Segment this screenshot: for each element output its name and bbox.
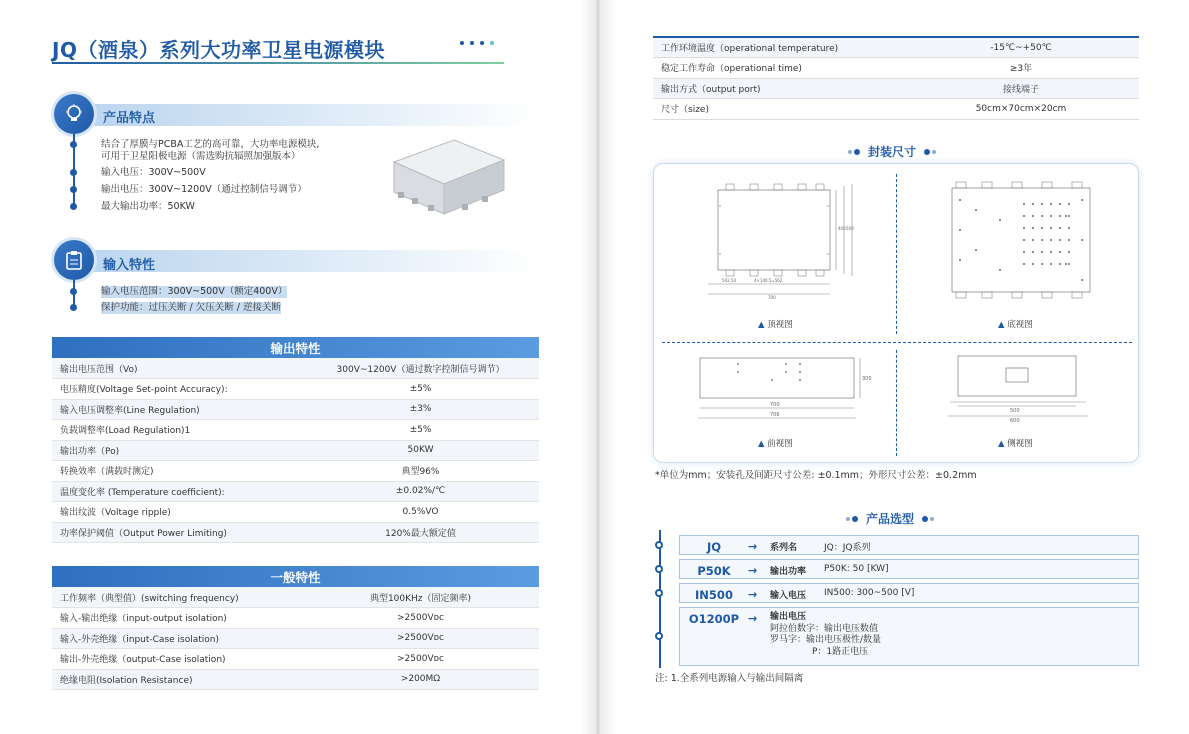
mount-hole: [1068, 239, 1070, 241]
row-label: 负载调整率(Load Regulation)1: [52, 420, 302, 441]
row-label: 输出纹波（Voltage ripple): [52, 502, 302, 523]
selection-desc: IN500: 300~500 [V]: [824, 588, 915, 598]
mount-hole: [1023, 227, 1025, 229]
row-value: >2500Vᴅᴄ: [302, 608, 539, 629]
selection-name: 输出功率: [770, 567, 807, 577]
front-view-drawing: [694, 354, 874, 428]
mount-hole: [1059, 227, 1061, 229]
mount-hole: [975, 249, 977, 251]
row-label: 电压精度(Voltage Set-point Accuracy):: [52, 379, 302, 400]
front-dim-706: 706: [770, 412, 780, 418]
selection-heading-text: 产品选型: [866, 512, 915, 526]
row-label: 温度变化率 (Temperature coefficient):: [52, 481, 302, 502]
bullet-dot: [70, 203, 77, 210]
mount-hole: [1032, 227, 1034, 229]
divider: [662, 342, 1132, 343]
row-value: ±3%: [302, 399, 539, 420]
selection-footnote: 注: 1.全系列电源输入与输出间隔离: [655, 673, 804, 684]
row-value: 典型100KHz（固定频率): [302, 587, 539, 608]
table-row: [52, 399, 539, 420]
row-value: 120%最大额定值: [302, 522, 539, 543]
row-value: -15℃~+50℃: [903, 37, 1139, 58]
selection-desc: 阿拉伯数字：输出电压数值: [770, 623, 879, 634]
mount-hole: [1032, 251, 1034, 253]
bullet-dot: [70, 141, 77, 148]
dots-decoration: [922, 516, 934, 522]
selection-code: P50K: [697, 564, 731, 578]
row-label: 输出电压范围（Vo): [52, 358, 302, 379]
row-label: 稳定工作寿命（operational time): [653, 58, 903, 79]
selection-output-desc: [770, 612, 881, 658]
bullet-dot: [70, 169, 77, 176]
row-label: 绝缘电阻(Isolation Resistance): [52, 669, 302, 690]
mount-hole: [1059, 239, 1061, 241]
page-title: JQ（酒泉）系列大功率卫星电源模块: [52, 38, 385, 62]
selection-heading: [846, 510, 934, 527]
selection-ring: [655, 589, 663, 597]
arrow-icon: →: [748, 540, 758, 553]
top-dim-542: 542.50: [722, 278, 736, 283]
top-dim-400: 400: [838, 226, 846, 231]
arrow-icon: →: [748, 564, 758, 577]
bullet-dot: [70, 304, 77, 311]
table-row: [52, 358, 539, 379]
mount-hole: [1081, 199, 1083, 201]
row-value: ±0.02%/℃: [302, 481, 539, 502]
mount-hole: [959, 229, 961, 231]
top-view-drawing: [704, 180, 874, 314]
mount-hole: [1050, 251, 1052, 253]
selection-row-output: [679, 607, 1139, 666]
lightbulb-icon: [54, 94, 94, 134]
table-row: [653, 58, 1139, 79]
divider: [896, 350, 897, 456]
arrow-icon: →: [748, 612, 758, 625]
table-row: [52, 379, 539, 400]
row-value: 300V~1200V（通过数字控制信号调节）: [302, 358, 539, 379]
dots-decoration: [846, 516, 858, 522]
feature-item: 最大输出功率：50KW: [101, 201, 195, 212]
table-row: [52, 481, 539, 502]
environment-spec-table: [653, 36, 1139, 120]
row-value: >2500Vᴅᴄ: [302, 628, 539, 649]
row-value: 0.5%VO: [302, 502, 539, 523]
table-row: [653, 37, 1139, 58]
features-heading: 产品特点: [103, 111, 156, 126]
table-row: [52, 440, 539, 461]
input-heading: 输入特性: [103, 258, 156, 273]
mount-hole: [959, 259, 961, 261]
table-row: [52, 628, 539, 649]
mount-hole: [1059, 263, 1061, 265]
mount-hole: [1032, 263, 1034, 265]
selection-timeline: [659, 530, 661, 668]
table-row: [653, 99, 1139, 120]
mount-hole: [1041, 227, 1043, 229]
mount-hole: [1081, 279, 1083, 281]
mount-hole: [1023, 239, 1025, 241]
selection-code: JQ: [706, 540, 722, 554]
row-label: 工作环境温度（operational temperature): [653, 37, 903, 58]
feature-item: 输出电压：300V~1200V（通过控制信号调节）: [101, 184, 307, 195]
mount-hole: [1050, 263, 1052, 265]
selection-desc: P：1路正电压: [812, 646, 869, 657]
mount-hole: [1041, 203, 1043, 205]
mount-hole: [999, 219, 1001, 221]
mount-hole: [1059, 251, 1061, 253]
package-heading-text: 封装尺寸: [868, 145, 917, 159]
mount-hole: [1023, 263, 1025, 265]
selection-ring: [655, 565, 663, 573]
title-underline: [52, 62, 504, 64]
mount-hole: [1068, 215, 1070, 217]
side-dim-600: 600: [1010, 418, 1020, 424]
package-drawings-box: [653, 163, 1139, 463]
selection-desc: JQ：JQ系列: [824, 543, 871, 553]
table-row: [52, 669, 539, 690]
row-value: 接线端子: [903, 78, 1139, 99]
row-label: 转换效率（满载时测定): [52, 461, 302, 482]
side-view-drawing: [944, 354, 1094, 428]
row-label: 输入-外壳绝缘（input-Case isolation): [52, 628, 302, 649]
general-table-heading: 一般特性: [52, 566, 539, 587]
mount-hole: [1050, 215, 1052, 217]
row-label: 输入-输出绝缘（input-output isolation): [52, 608, 302, 629]
selection-row-input: [679, 583, 1139, 603]
row-label: 输出功率（Po): [52, 440, 302, 461]
mount-hole: [1041, 215, 1043, 217]
table-row: [52, 461, 539, 482]
input-item: 输入电压范围：300V~500V（额定400V）: [101, 286, 288, 297]
table-row: [653, 78, 1139, 99]
mount-hole: [1050, 203, 1052, 205]
dots-decoration: [848, 149, 860, 155]
selection-name: 输出电压: [770, 612, 807, 622]
selection-name: 系列名: [770, 543, 798, 553]
selection-ring: [655, 541, 663, 549]
selection-code: IN500: [695, 588, 733, 602]
selection-code: O1200P: [688, 612, 740, 626]
front-view-label: 前视图: [767, 439, 793, 449]
row-value: 典型96%: [302, 461, 539, 482]
mount-hole: [1023, 215, 1025, 217]
row-value: >2500Vᴅᴄ: [302, 649, 539, 670]
top-view-caption: ▲ 顶视图: [758, 320, 793, 330]
row-label: 输入电压调整率(Line Regulation): [52, 399, 302, 420]
output-spec-table: [52, 358, 539, 543]
mount-hole: [1068, 227, 1070, 229]
table-row: [52, 502, 539, 523]
front-dim-300: 300: [862, 376, 872, 382]
mount-hole: [959, 199, 961, 201]
mount-hole: [1059, 203, 1061, 205]
row-value: >200MΩ: [302, 669, 539, 690]
mount-hole: [1032, 239, 1034, 241]
bottom-view-caption: ▲ 底视图: [998, 320, 1033, 330]
tolerance-note: *单位为mm；安装孔及间距尺寸公差: ±0.1mm；外形尺寸公差：±0.2mm: [655, 470, 977, 481]
input-item: 保护功能：过压关断 / 欠压关断 / 逆接关断: [101, 302, 281, 313]
clipboard-icon: [54, 240, 94, 280]
mount-hole: [1023, 251, 1025, 253]
selection-row-series: [679, 535, 1139, 555]
row-value: ≥3年: [903, 58, 1139, 79]
front-dim-700: 700: [770, 402, 780, 408]
mount-hole: [1032, 215, 1034, 217]
row-value: ±5%: [302, 379, 539, 400]
side-view-caption: ▲ 侧视图: [998, 439, 1033, 449]
selection-ring: [655, 632, 663, 640]
selection-row-power: [679, 559, 1139, 579]
mount-hole: [975, 209, 977, 211]
row-label: 尺寸（size): [653, 99, 903, 120]
table-row: [52, 608, 539, 629]
feature-item: 输入电压：300V~500V: [101, 167, 206, 178]
selection-desc: 罗马字：输出电压极性/数量: [770, 635, 882, 645]
bullet-dot: [70, 288, 77, 295]
side-view-label: 侧视图: [1007, 439, 1033, 449]
mount-hole: [1041, 251, 1043, 253]
page-gutter: [580, 0, 616, 734]
top-dim-700: 700: [768, 295, 776, 300]
row-value: 50KW: [302, 440, 539, 461]
mount-hole: [1065, 215, 1067, 217]
mount-hole: [1068, 203, 1070, 205]
title-dots-decoration: [460, 41, 494, 45]
mount-hole: [1081, 239, 1083, 241]
output-table-heading: 输出特性: [52, 337, 539, 358]
feature-item: 结合了厚膜与PCBA工艺的高可靠，大功率电源模块,: [101, 139, 320, 150]
selection-name: 输入电压: [770, 591, 807, 601]
mount-hole: [1041, 263, 1043, 265]
table-row: [52, 420, 539, 441]
mount-hole: [1068, 263, 1070, 265]
bottom-view-drawing: [946, 180, 1096, 304]
table-row: [52, 649, 539, 670]
mount-hole: [1059, 215, 1061, 217]
mount-hole: [1032, 203, 1034, 205]
table-row: [52, 587, 539, 608]
row-label: 工作频率（典型值）(switching frequency): [52, 587, 302, 608]
feature-item: 可用于卫星阳极电源（需选购抗辐照加强版本）: [101, 151, 301, 162]
table-row: [52, 522, 539, 543]
front-view-caption: ▲ 前视图: [758, 439, 793, 449]
package-heading: [848, 143, 936, 160]
dots-decoration: [924, 149, 936, 155]
top-dim-500: 500: [846, 226, 854, 231]
mount-hole: [1068, 251, 1070, 253]
mount-hole: [999, 269, 1001, 271]
row-value: 50cm×70cm×20cm: [903, 99, 1139, 120]
row-label: 输出-外壳绝缘（output-Case isolation): [52, 649, 302, 670]
row-label: 功率保护阈值（Output Power Limiting): [52, 522, 302, 543]
divider: [896, 174, 897, 334]
mount-hole: [1050, 227, 1052, 229]
top-view-label: 顶视图: [767, 320, 793, 330]
row-label: 输出方式（output port): [653, 78, 903, 99]
product-module-image: [384, 132, 510, 224]
arrow-icon: →: [748, 588, 758, 601]
selection-desc: P50K: 50 [KW]: [824, 564, 889, 574]
bottom-view-label: 底视图: [1007, 320, 1033, 330]
general-spec-table: [52, 587, 539, 690]
side-dim-500: 500: [1010, 408, 1020, 414]
mount-hole: [1050, 239, 1052, 241]
row-value: ±5%: [302, 420, 539, 441]
top-dim-pitch: 4×140.5=562: [754, 278, 783, 283]
bullet-dot: [70, 186, 77, 193]
mount-hole: [1065, 263, 1067, 265]
mount-hole: [1023, 203, 1025, 205]
mount-hole: [1041, 239, 1043, 241]
